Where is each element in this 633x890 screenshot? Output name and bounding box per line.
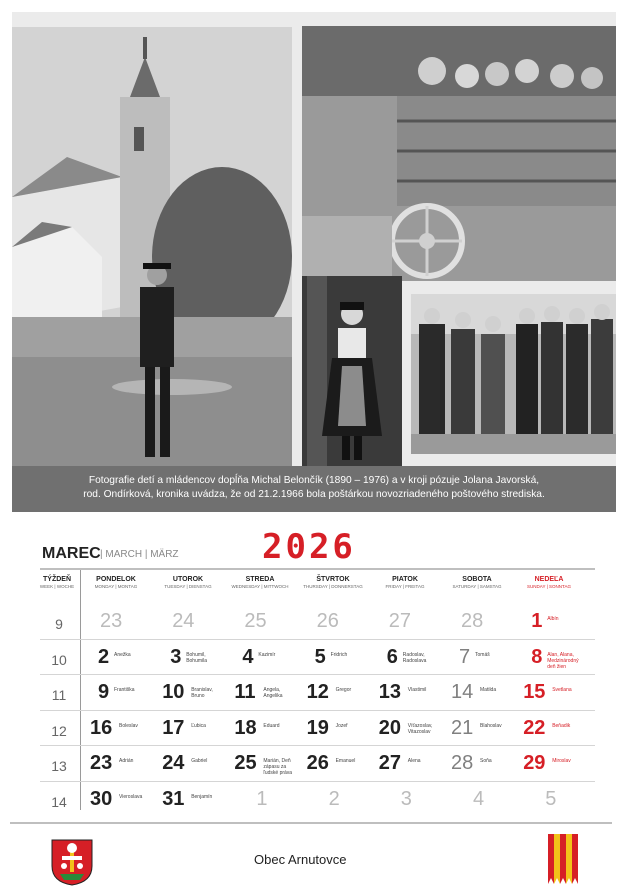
name-day: Marián, Deň zápasu za ľudské práva: [263, 758, 293, 776]
week-number: 13: [51, 758, 67, 774]
column-header-name: ŠTVRTOK: [316, 576, 350, 583]
day-cell: [156, 646, 228, 682]
year-title: 2026: [262, 527, 356, 567]
name-day: Gabriel: [191, 758, 208, 764]
column-header-translation: SUNDAY | SONNTAG: [527, 584, 571, 589]
day-cell: [84, 788, 156, 824]
day-number: 31: [162, 787, 185, 810]
day-number: 1: [256, 787, 268, 810]
name-day: Ľubica: [191, 722, 206, 729]
day-number: 5: [545, 787, 557, 810]
name-day: Albín: [547, 616, 559, 622]
day-number: 12: [306, 681, 329, 703]
day-number: 9: [98, 681, 110, 703]
calendar-top-divider: [40, 568, 595, 570]
name-day: Gregor: [335, 687, 352, 693]
week-number: 9: [55, 616, 63, 632]
name-day: Emanuel: [335, 758, 356, 764]
week-row-divider: [40, 674, 595, 675]
day-number: 17: [162, 716, 185, 739]
week-row-divider: [40, 781, 595, 782]
day-cell: [517, 610, 589, 646]
day-cell: [373, 717, 445, 753]
name-day: Tomáš: [475, 651, 490, 658]
column-header-name: UTOROK: [172, 576, 204, 583]
coat-of-arms-icon: [50, 838, 94, 886]
name-day: Blahoslav: [480, 722, 502, 729]
name-day: Benjamín: [191, 793, 213, 800]
day-cell: [84, 646, 156, 682]
day-cell: [445, 752, 517, 788]
day-cell: [156, 610, 228, 646]
day-number: 3: [400, 787, 412, 810]
column-header: [369, 576, 441, 589]
day-number: 5: [314, 645, 326, 668]
week-number: 14: [51, 793, 67, 810]
day-number: 14: [451, 681, 474, 703]
name-day: Beňadik: [552, 722, 571, 729]
caption-line-2: rod. Ondírková, kronika uvádza, že od 21.2.1966 bola poštárkou novozriadeného poštového strediska.: [83, 489, 545, 500]
name-day: Vlastimil: [407, 687, 427, 693]
day-cell: [156, 752, 228, 788]
day-cell: [445, 788, 517, 824]
day-cell: [301, 610, 373, 646]
column-header-translation: THURSDAY | DONNERSTAG: [303, 584, 363, 589]
day-cell: [228, 681, 300, 717]
day-number: 4: [473, 787, 485, 810]
day-cell: [84, 681, 156, 717]
day-number: 2: [98, 645, 110, 668]
day-number: 4: [242, 645, 254, 668]
caption-line-1: Fotografie detí a mládencov dopĺňa Michal Belončík (1890 – 1976) a v kroji pózuje Jolana Javorská,: [88, 475, 540, 486]
name-day: Františka: [114, 687, 135, 693]
column-header-translation: FRIDAY | FREITAG: [385, 584, 425, 589]
day-number: 25: [244, 610, 267, 632]
column-header-translation: SATURDAY | SAMSTAG: [452, 584, 502, 589]
name-day: Matilda: [480, 687, 497, 693]
day-cell: [156, 788, 228, 824]
column-header: [441, 576, 513, 589]
day-number: 29: [523, 752, 546, 774]
column-header: [513, 576, 585, 589]
day-number: 24: [162, 752, 185, 774]
name-day: Eduard: [263, 722, 280, 729]
day-cell: [228, 610, 300, 646]
day-number: 6: [386, 645, 398, 668]
month-alt-names: | MARCH | MÄRZ: [100, 549, 179, 560]
day-cell: [228, 646, 300, 682]
wagon-photo: [302, 26, 616, 281]
day-cell: [373, 788, 445, 824]
month-title: MAREC: [42, 545, 101, 562]
woman-in-costume-photo: [302, 276, 402, 466]
day-number: 10: [162, 681, 185, 703]
photo-caption: [12, 466, 616, 512]
week-number: 12: [51, 722, 67, 739]
day-cell: [517, 646, 589, 682]
name-day: Boleslav: [119, 722, 138, 729]
day-number: 27: [388, 610, 412, 632]
day-cell: [228, 717, 300, 753]
day-number: 20: [378, 716, 402, 739]
day-number: 13: [378, 681, 402, 703]
day-number: 30: [90, 787, 113, 810]
column-header-translation: WEDNESDAY | MITTWOCH: [231, 584, 289, 589]
column-header-name: PONDELOK: [96, 576, 136, 583]
column-header-name: SOBOTA: [462, 576, 492, 583]
name-day: Alan, Alana, Medzinárodný deň žien: [547, 651, 579, 670]
name-day: Jozef: [335, 722, 348, 729]
village-name: Obec Arnutovce: [254, 852, 347, 867]
day-cell: [301, 717, 373, 753]
day-number: 27: [378, 752, 402, 774]
day-cell: [301, 681, 373, 717]
name-day: Soňa: [480, 758, 492, 764]
day-cell: [445, 646, 517, 682]
column-header: [224, 576, 296, 589]
column-header: [80, 576, 152, 589]
day-cell: [228, 752, 300, 788]
week-row-divider: [40, 745, 595, 746]
week-number: 11: [51, 687, 67, 703]
day-cell: [517, 681, 589, 717]
column-header-name: NEDEĽA: [534, 576, 564, 583]
day-cell: [517, 752, 589, 788]
day-cell: [301, 788, 373, 824]
name-day: Bohumil, Bohumila: [186, 651, 208, 664]
day-cell: [156, 717, 228, 753]
column-header-name: TÝŽDEŇ: [43, 576, 71, 583]
day-cell: [228, 788, 300, 824]
name-day: Adrián: [119, 758, 134, 764]
day-cell: [373, 681, 445, 717]
footer-divider: [10, 822, 612, 824]
church-photo: [12, 27, 292, 467]
day-cell: [445, 717, 517, 753]
day-cell: [445, 610, 517, 646]
day-number: 11: [234, 681, 256, 703]
day-cell: [373, 646, 445, 682]
week-row-divider: [40, 639, 595, 640]
day-number: 8: [531, 645, 543, 668]
group-of-young-men-photo: [411, 294, 616, 454]
day-number: 19: [306, 716, 329, 739]
day-number: 23: [100, 610, 123, 632]
column-header: [297, 576, 369, 589]
day-number: 21: [451, 716, 474, 739]
name-day: Alena: [407, 758, 421, 764]
column-header-name: STREDA: [245, 576, 275, 583]
day-number: 22: [523, 716, 546, 739]
name-day: Miroslav: [552, 758, 571, 764]
day-cell: [84, 717, 156, 753]
day-number: 26: [316, 610, 339, 632]
column-header-name: PIATOK: [392, 576, 418, 583]
day-cell: [517, 788, 589, 824]
day-number: 24: [172, 610, 195, 632]
column-header-translation: WEEK | WOCHE: [39, 584, 75, 589]
day-cell: [156, 681, 228, 717]
column-header-translation: TUESDAY | DIENSTAG: [164, 584, 212, 589]
day-number: 15: [523, 681, 546, 703]
name-day: Angela, Angelika: [263, 687, 283, 699]
day-number: 1: [531, 610, 543, 632]
column-header-translation: MONDAY | MONTAG: [94, 584, 138, 589]
day-number: 7: [459, 645, 471, 668]
day-number: 28: [461, 610, 484, 632]
name-day: Fridrich: [330, 651, 348, 658]
day-cell: [517, 717, 589, 753]
name-day: Svetlana: [552, 687, 572, 693]
day-cell: [373, 752, 445, 788]
column-header: [152, 576, 224, 589]
day-cell: [445, 681, 517, 717]
day-number: 25: [234, 752, 257, 774]
day-number: 3: [170, 645, 182, 668]
day-cell: [84, 610, 156, 646]
day-number: 26: [306, 752, 329, 774]
day-number: 2: [328, 787, 340, 810]
photo-collage: [12, 12, 616, 470]
week-row-divider: [40, 710, 595, 711]
day-number: 23: [90, 752, 113, 774]
name-day: Kazimír: [258, 651, 276, 658]
name-day: Vieroslava: [119, 793, 143, 800]
day-number: 28: [451, 752, 474, 774]
name-day: Branislav, Bruno: [191, 687, 213, 699]
village-flag-icon: [548, 834, 578, 884]
day-cell: [84, 752, 156, 788]
day-cell: [301, 646, 373, 682]
day-number: 18: [234, 716, 257, 739]
day-cell: [301, 752, 373, 788]
day-cell: [373, 610, 445, 646]
name-day: Anežka: [114, 651, 131, 658]
name-day: Víťazoslav, Vitazoslav: [407, 722, 433, 735]
week-number: 10: [51, 651, 67, 668]
day-number: 16: [90, 716, 113, 739]
week-column-divider: [80, 570, 81, 810]
name-day: Radoslav, Radoslava: [402, 651, 427, 664]
